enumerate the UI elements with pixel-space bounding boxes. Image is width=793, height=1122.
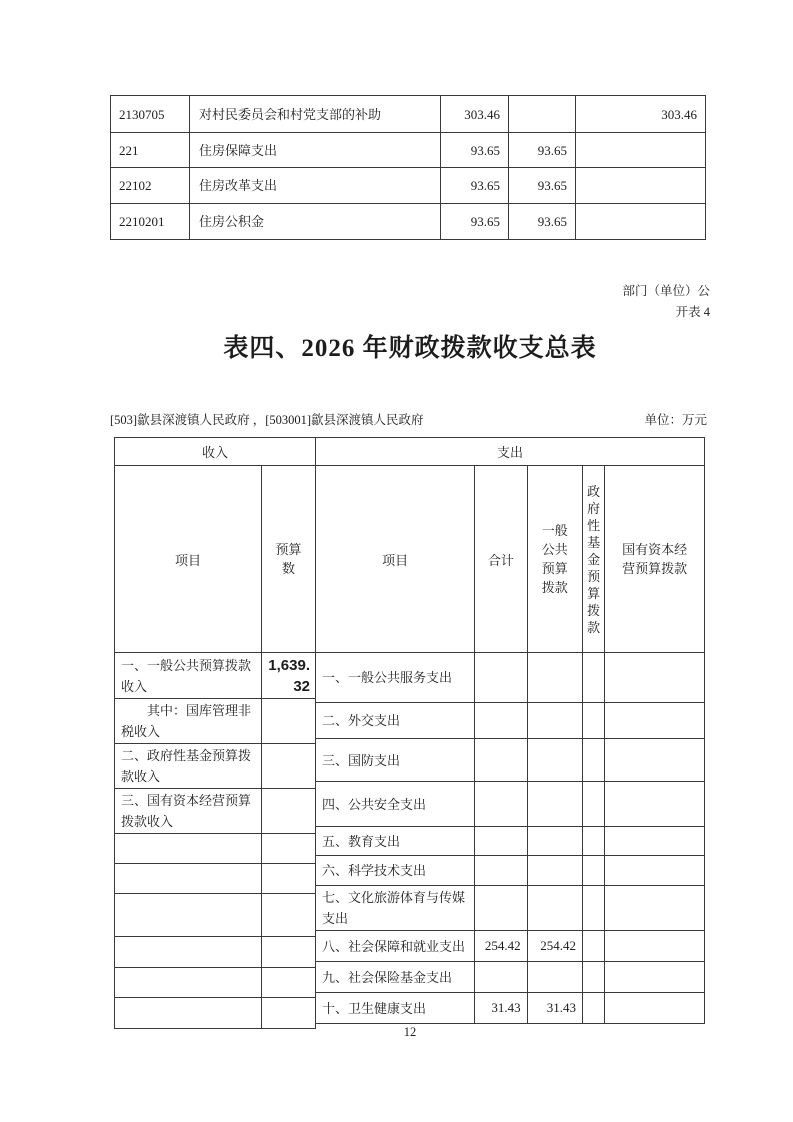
income-row	[115, 789, 316, 834]
expense-item: 一、一般公共服务支出	[316, 653, 475, 703]
page-number: 12	[403, 1025, 417, 1039]
expense-govfund	[583, 931, 605, 962]
expense-row	[316, 739, 705, 782]
amount-other: 303.46	[576, 96, 706, 133]
amount-general: 93.65	[509, 133, 576, 168]
expense-item: 五、教育支出	[316, 827, 475, 856]
amount-other	[576, 133, 706, 168]
income-budget-value	[262, 968, 316, 998]
income-budget-header: 预算数	[262, 466, 316, 653]
income-row	[115, 653, 316, 699]
budget-item-name: 住房公积金	[190, 204, 441, 240]
expense-govfund	[583, 703, 605, 739]
expense-row	[316, 962, 705, 993]
main-budget-table	[114, 437, 705, 1029]
income-item: 二、政府性基金预算拨款收入	[115, 744, 262, 789]
expense-statecapital	[605, 856, 705, 886]
expense-total: 254.42	[475, 931, 527, 962]
expense-subtable	[315, 437, 705, 1024]
expense-general	[527, 886, 582, 931]
expense-item: 六、科学技术支出	[316, 856, 475, 886]
income-column-header-row	[115, 466, 316, 653]
expense-govfund	[583, 739, 605, 782]
table-row	[111, 204, 706, 240]
expense-govfund	[583, 962, 605, 993]
expense-statecapital	[605, 886, 705, 931]
budget-item-name: 住房改革支出	[190, 168, 441, 204]
page-title: 表四、2026 年财政拨款收支总表	[223, 335, 597, 362]
expense-total	[475, 827, 527, 856]
budget-item-name: 对村民委员会和村党支部的补助	[190, 96, 441, 133]
note-line-2: 开表 4	[675, 305, 710, 319]
expense-row	[316, 886, 705, 931]
expense-row	[316, 993, 705, 1024]
income-item: 一、一般公共预算拨款收入	[115, 653, 262, 699]
income-budget-value	[262, 864, 316, 894]
income-row	[115, 864, 316, 894]
expense-govfund	[583, 856, 605, 886]
amount-total: 303.46	[441, 96, 509, 133]
expense-total	[475, 653, 527, 703]
expense-statecapital	[605, 739, 705, 782]
income-item	[115, 998, 262, 1029]
expense-total	[475, 703, 527, 739]
budget-code: 221	[111, 133, 190, 168]
expense-row	[316, 782, 705, 827]
expense-item: 二、外交支出	[316, 703, 475, 739]
income-row	[115, 937, 316, 968]
income-budget-value	[262, 789, 316, 834]
expense-item-header: 项目	[316, 466, 475, 653]
amount-general: 93.65	[509, 204, 576, 240]
expense-column-header-row	[316, 466, 705, 653]
income-row	[115, 699, 316, 744]
expense-row	[316, 703, 705, 739]
income-row	[115, 894, 316, 937]
expense-general	[527, 827, 582, 856]
table-meta-row	[110, 410, 707, 428]
expense-general: 31.43	[527, 993, 582, 1024]
income-budget-value	[262, 834, 316, 864]
expense-govfund	[583, 886, 605, 931]
budget-item-name: 住房保障支出	[190, 133, 441, 168]
expense-item: 八、社会保障和就业支出	[316, 931, 475, 962]
expense-item: 十、卫生健康支出	[316, 993, 475, 1024]
table-row	[111, 168, 706, 204]
expense-general	[527, 782, 582, 827]
expense-general: 254.42	[527, 931, 582, 962]
table-row	[111, 96, 706, 133]
expense-group-header-row	[316, 438, 705, 466]
income-item-header: 项目	[115, 466, 262, 653]
expense-row	[316, 653, 705, 703]
expense-total	[475, 856, 527, 886]
income-item	[115, 968, 262, 998]
expense-total	[475, 962, 527, 993]
expense-general	[527, 962, 582, 993]
expense-item: 九、社会保险基金支出	[316, 962, 475, 993]
budget-code: 2130705	[111, 96, 190, 133]
amount-total: 93.65	[441, 204, 509, 240]
expense-total-header: 合计	[475, 466, 527, 653]
unit-label: 单位：万元	[644, 413, 707, 427]
income-budget-value	[262, 937, 316, 968]
continuation-table-section	[110, 95, 706, 240]
org-name: [503]歙县深渡镇人民政府 ，[503001]歙县深渡镇人民政府	[110, 413, 424, 427]
expense-general	[527, 703, 582, 739]
income-row	[115, 834, 316, 864]
income-budget-value	[262, 998, 316, 1029]
expense-statecapital	[605, 703, 705, 739]
expense-govfund	[583, 782, 605, 827]
budget-code: 22102	[111, 168, 190, 204]
income-budget-value	[262, 894, 316, 937]
expense-govfund	[583, 653, 605, 703]
income-item	[115, 834, 262, 864]
budget-code: 2210201	[111, 204, 190, 240]
expense-item: 七、文化旅游体育与传媒支出	[316, 886, 475, 931]
expense-statecapital-header: 国有资本经营预算拨款	[605, 466, 705, 653]
amount-total: 93.65	[441, 168, 509, 204]
expense-total	[475, 886, 527, 931]
income-item: 三、国有资本经营预算拨款收入	[115, 789, 262, 834]
public-table-note	[622, 281, 710, 323]
expense-govfund	[583, 993, 605, 1024]
income-subtable	[114, 437, 316, 1029]
income-row	[115, 968, 316, 998]
expense-total	[475, 782, 527, 827]
continuation-table	[110, 95, 706, 240]
expense-general	[527, 856, 582, 886]
expense-statecapital	[605, 931, 705, 962]
income-group-header: 收入	[115, 438, 316, 466]
expense-item: 四、公共安全支出	[316, 782, 475, 827]
expense-statecapital	[605, 653, 705, 703]
income-budget-value	[262, 744, 316, 789]
expense-total: 31.43	[475, 993, 527, 1024]
amount-general: 93.65	[509, 168, 576, 204]
expense-row	[316, 827, 705, 856]
amount-other	[576, 168, 706, 204]
income-item	[115, 894, 262, 937]
expense-statecapital	[605, 827, 705, 856]
income-budget-value: 1,639.32	[262, 653, 316, 699]
income-row	[115, 744, 316, 789]
expense-item: 三、国防支出	[316, 739, 475, 782]
amount-general	[509, 96, 576, 133]
income-item	[115, 864, 262, 894]
income-row	[115, 998, 316, 1029]
income-group-header-row	[115, 438, 316, 466]
expense-total	[475, 739, 527, 782]
income-budget-value	[262, 699, 316, 744]
expense-govfund	[583, 827, 605, 856]
expense-row	[316, 931, 705, 962]
expense-row	[316, 856, 705, 886]
expense-general-header: 一般公共预算拨款	[527, 466, 582, 653]
expense-group-header: 支出	[316, 438, 705, 466]
income-item: 其中：国库管理非税收入	[115, 699, 262, 744]
expense-statecapital	[605, 782, 705, 827]
note-line-1: 部门（单位）公	[622, 284, 710, 298]
expense-general	[527, 653, 582, 703]
income-item	[115, 937, 262, 968]
expense-statecapital	[605, 962, 705, 993]
amount-other	[576, 204, 706, 240]
expense-general	[527, 739, 582, 782]
expense-govfund-header: 政府性基金预算拨款	[583, 466, 605, 653]
expense-statecapital	[605, 993, 705, 1024]
table-row	[111, 133, 706, 168]
amount-total: 93.65	[441, 133, 509, 168]
